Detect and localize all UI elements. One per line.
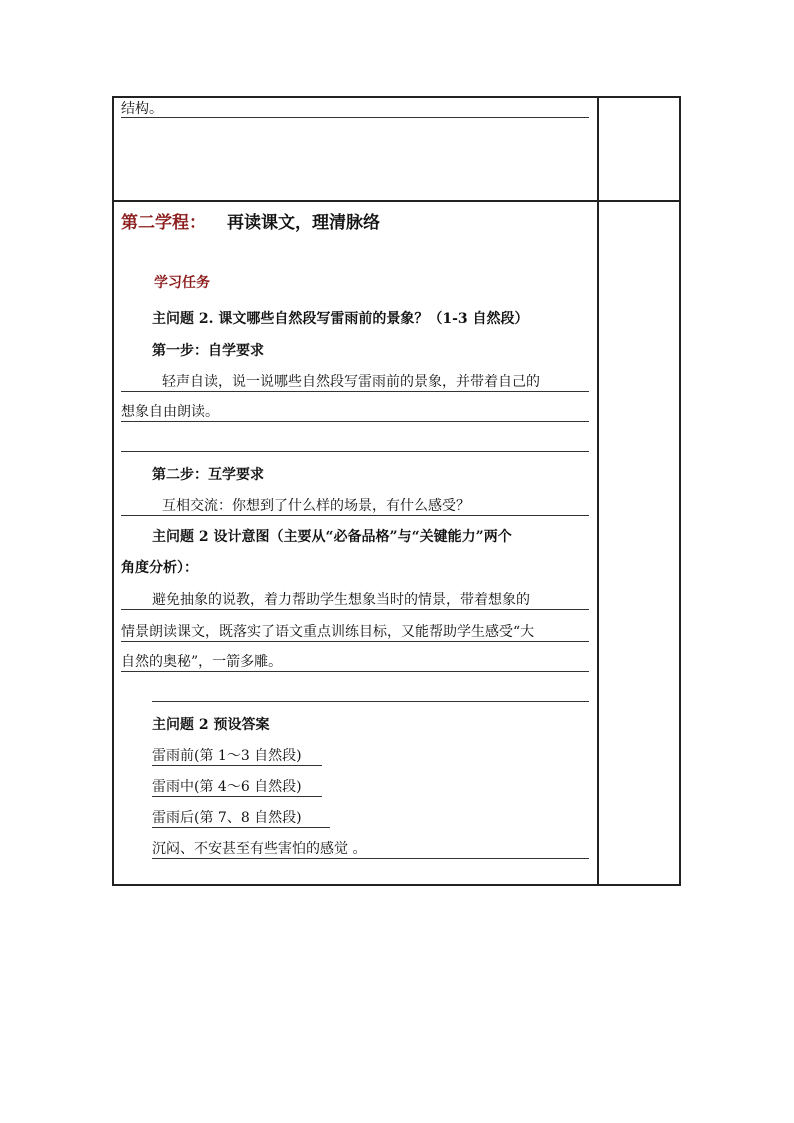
- design-intent-heading-1: 主问题 2 设计意图（主要从“必备品格”与“关键能力”两个: [152, 529, 512, 545]
- lesson-table: [112, 96, 681, 886]
- step2-label: 第二步：互学要求: [152, 467, 264, 483]
- column-divider: [597, 98, 599, 884]
- section-heading: 学习任务: [154, 275, 210, 291]
- stage-name: 第二学程：: [121, 213, 206, 233]
- underline: [152, 827, 330, 828]
- design-intent-heading-2: 角度分析）：: [121, 560, 198, 576]
- blank-line: [121, 451, 589, 452]
- answer-heading: 主问题 2 预设答案: [152, 717, 270, 733]
- step1-label: 第一步：自学要求: [152, 343, 264, 359]
- underline: [121, 671, 589, 672]
- step1-line-2: 想象自由朗读。: [121, 404, 219, 420]
- underline: [121, 515, 589, 516]
- design-intent-line-1: 避免抽象的说教，着力帮助学生想象当时的情景，带着想象的: [152, 592, 530, 608]
- answer-item-4: 沉闷、不安甚至有些害怕的感觉 。: [152, 841, 367, 857]
- underline: [121, 391, 589, 392]
- step2-text: 互相交流：你想到了什么样的场景，有什么感受？: [162, 498, 470, 514]
- answer-item-2: 雷雨中(第 4～6 自然段): [152, 779, 302, 795]
- underline: [121, 641, 589, 642]
- blank-line: [152, 701, 589, 702]
- underline: [121, 117, 589, 118]
- answer-item-3: 雷雨后(第 7、8 自然段): [152, 810, 302, 826]
- prev-cell-text: 结构。: [121, 101, 163, 117]
- underline: [121, 609, 589, 610]
- underline: [152, 796, 322, 797]
- main-question: 主问题 2. 课文哪些自然段写雷雨前的景象？（1-3 自然段）: [152, 311, 529, 327]
- design-intent-line-2: 情景朗读课文，既落实了语文重点训练目标，又能帮助学生感受“大: [121, 624, 535, 640]
- stage-title: 再读课文，理清脉络: [227, 213, 380, 233]
- underline: [152, 765, 322, 766]
- underline: [152, 858, 589, 859]
- design-intent-line-3: 自然的奥秘”，一箭多雕。: [121, 654, 283, 670]
- answer-item-1: 雷雨前(第 1～3 自然段): [152, 748, 302, 764]
- step1-line-1: 轻声自读，说一说哪些自然段写雷雨前的景象，并带着自己的: [162, 374, 540, 390]
- row-divider: [114, 200, 679, 202]
- underline: [121, 421, 589, 422]
